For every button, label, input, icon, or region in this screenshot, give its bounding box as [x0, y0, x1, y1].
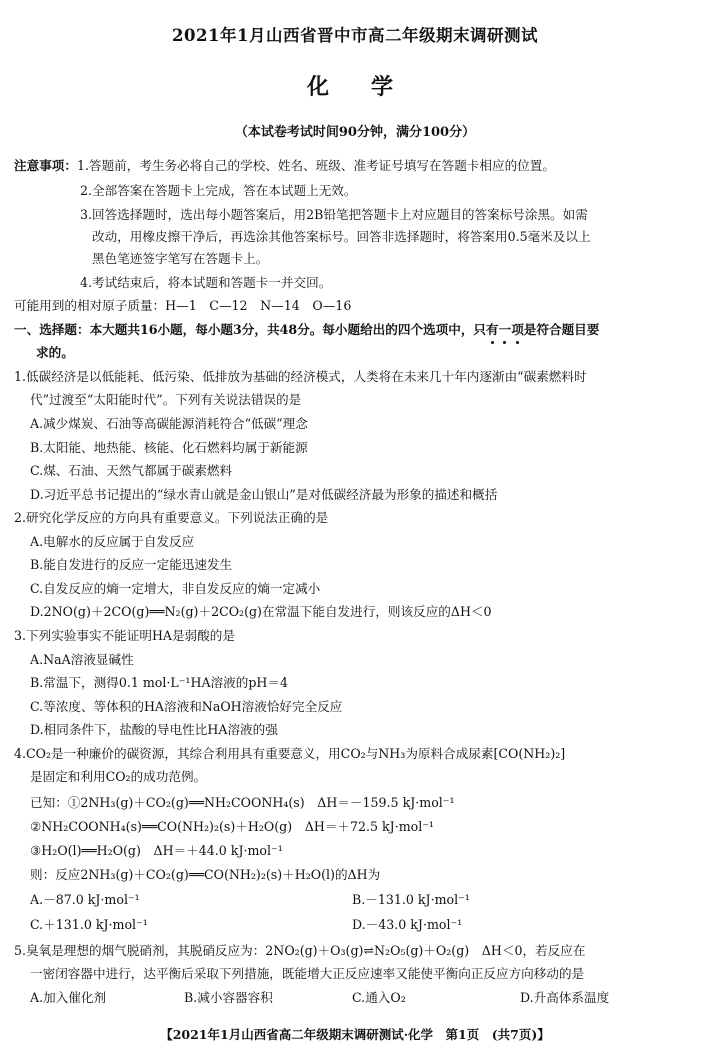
atomic-mass-line: 可能用到的相对原子质量：H—1 C—12 N—14 O—16 — [14, 298, 352, 313]
section-1-suffix: 是符合题目要 — [523, 322, 600, 337]
q2-option-c: C.自发反应的熵一定增大，非自发反应的熵一定减小 — [30, 581, 321, 596]
q5-stem-line-2: 一密闭容器中进行，达平衡后采取下列措施，既能增大正反应速率又能使平衡向正反应方向移动的是 — [30, 966, 585, 981]
q5-option-c: C.通入O₂ — [352, 990, 406, 1005]
note-3-line-3: 黑色笔迹签字笔写在答题卡上。 — [92, 251, 269, 266]
q4-stem-line-1: 4.CO₂是一种廉价的碳资源，其综合利用具有重要意义，用CO₂与NH₃为原料合成尿素[CO(NH₂)₂] — [14, 746, 566, 761]
note-3-line-2: 改动，用橡皮擦干净后，再选涂其他答案标号。回答非选择题时，将答案用0.5毫米及以上 — [92, 229, 591, 244]
emphasis-dot — [503, 341, 506, 344]
q4-option-a: A.－87.0 kJ·mol⁻¹ — [30, 892, 140, 907]
q4-known-reaction-2: ②NH₂COONH₄(s)══CO(NH₂)₂(s)＋H₂O(g) ΔH＝＋72.5 kJ·mol⁻¹ — [30, 819, 434, 834]
q1-option-d: D.习近平总书记提出的“绿水青山就是金山银山”是对低碳经济最为形象的描述和概括 — [30, 487, 498, 502]
q3-option-d: D.相同条件下，盐酸的导电性比HA溶液的强 — [30, 722, 278, 737]
q2-stem: 2.研究化学反应的方向具有重要意义。下列说法正确的是 — [14, 510, 329, 525]
page-footer: 【2021年1月山西省高二年级期末调研测试·化学 第1页 (共7页)】 — [160, 1027, 550, 1042]
q5-option-a: A.加入催化剂 — [30, 990, 107, 1005]
section-1-prefix: 一、选择题：本大题共16小题，每小题3分，共48分。每小题给出的四个选项中，只 — [14, 322, 487, 337]
q3-stem: 3.下列实验事实不能证明HA是弱酸的是 — [14, 628, 235, 643]
q5-stem-line-1: 5.臭氧是理想的烟气脱硝剂，其脱硝反应为：2NO₂(g)＋O₃(g)⇌N₂O₅(g)＋O₂(g) ΔH＜0，若反应在 — [14, 943, 586, 958]
q4-option-c: C.＋131.0 kJ·mol⁻¹ — [30, 917, 148, 932]
q2-option-b: B.能自发进行的反应一定能迅速发生 — [30, 557, 233, 572]
q4-option-b: B.－131.0 kJ·mol⁻¹ — [352, 892, 470, 907]
note-2: 2.全部答案在答题卡上完成，答在本试题上无效。 — [80, 183, 357, 198]
q3-option-b: B.常温下，测得0.1 mol·L⁻¹HA溶液的pH＝4 — [30, 675, 288, 690]
section-1-heading-line-2: 求的。 — [36, 345, 74, 360]
q3-option-a: A.NaA溶液显碱性 — [30, 652, 134, 667]
q1-option-c: C.煤、石油、天然气都属于碳素燃料 — [30, 463, 233, 478]
q5-option-b: B.减小容器容积 — [184, 990, 273, 1005]
q2-option-d: D.2NO(g)＋2CO(g)══N₂(g)＋2CO₂(g)在常温下能自发进行，则该反应的ΔH＜0 — [30, 604, 492, 619]
emphasis-char-2: 一 — [499, 322, 512, 337]
note-3-line-1: 3.回答选择题时，选出每小题答案后，用2B铅笔把答题卡上对应题目的答案标号涂黑。如需 — [80, 207, 588, 222]
note-1: 1.答题前，考生务必将自己的学校、姓名、班级、准考证号填写在答题卡相应的位置。 — [76, 158, 555, 173]
notes-label: 注意事项： — [14, 158, 77, 173]
exam-time-info: （本试卷考试时间90分钟，满分100分） — [234, 125, 476, 140]
q1-stem-line-1: 1.低碳经济是以低能耗、低污染、低排放为基础的经济模式，人类将在未来几十年内逐渐由“碳素燃料时 — [14, 369, 587, 384]
q1-option-a: A.减少煤炭、石油等高碳能源消耗符合“低碳”理念 — [30, 416, 308, 431]
q4-question: 则：反应2NH₃(g)＋CO₂(g)══CO(NH₂)₂(s)＋H₂O(l)的ΔH为 — [30, 867, 381, 882]
subject-title: 化 学 — [306, 74, 403, 100]
emphasis-dot — [516, 341, 519, 344]
exam-title: 2021年1月山西省晋中市高二年级期末调研测试 — [172, 26, 538, 45]
notes-line-1 — [14, 157, 555, 175]
emphasis-dot — [491, 341, 494, 344]
emphasis-char-3: 项 — [511, 322, 524, 337]
q4-known-reaction-3: ③H₂O(l)══H₂O(g) ΔH＝＋44.0 kJ·mol⁻¹ — [30, 843, 283, 858]
q4-stem-line-2: 是固定和利用CO₂的成功范例。 — [30, 769, 207, 784]
q4-known-reaction-1: 已知：①2NH₃(g)＋CO₂(g)══NH₂COONH₄(s) ΔH＝－159.5 kJ·mol⁻¹ — [30, 795, 455, 810]
q4-option-d: D.－43.0 kJ·mol⁻¹ — [352, 917, 463, 932]
note-4: 4.考试结束后，将本试题和答题卡一并交回。 — [80, 275, 332, 290]
q5-option-d: D.升高体系温度 — [520, 990, 610, 1005]
q2-option-a: A.电解水的反应属于自发反应 — [30, 534, 195, 549]
emphasis-char-1: 有 — [486, 322, 499, 337]
q3-option-c: C.等浓度、等体积的HA溶液和NaOH溶液恰好完全反应 — [30, 699, 343, 714]
section-1-heading — [14, 321, 599, 339]
q1-stem-line-2: 代”过渡至“太阳能时代”。下列有关说法错误的是 — [30, 392, 302, 407]
q1-option-b: B.太阳能、地热能、核能、化石燃料均属于新能源 — [30, 440, 308, 455]
